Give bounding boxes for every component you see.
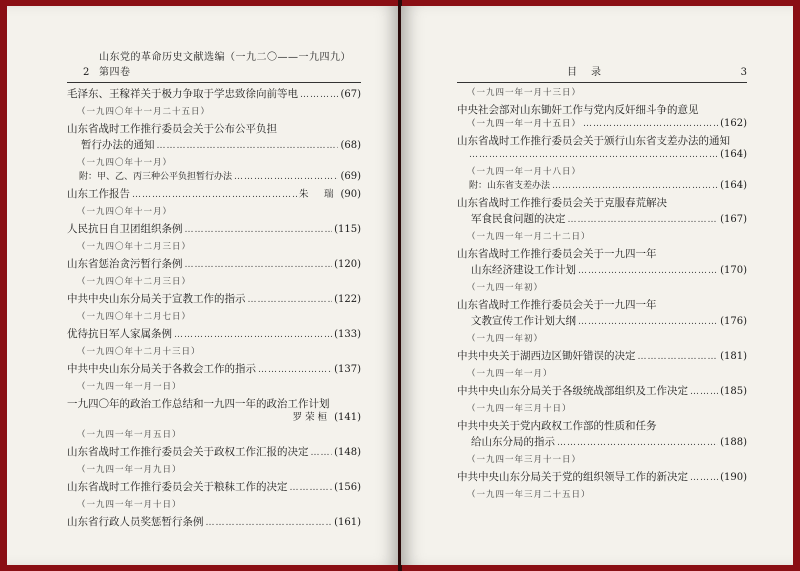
toc-entry-title [67, 87, 361, 102]
toc-entry-date: （一九四〇年十一月） [77, 207, 173, 217]
toc-entry-title [457, 349, 747, 364]
toc-entry-date: （一九四一年一月十八日） [467, 167, 582, 177]
leader-dots [185, 223, 333, 237]
toc-entry-text: 山东省战时工作推行委员会关于克服春荒解决 [457, 197, 667, 209]
toc-entry-text: 中共中央山东分局关于党的组织领导工作的新决定 [457, 471, 688, 483]
toc-entry-page: (161) [334, 517, 361, 528]
toc-entry-text: 给山东分局的指示 [471, 436, 555, 448]
toc-entry-text: 山东省惩治贪污暂行条例 [67, 258, 183, 270]
leader-dots [290, 481, 333, 495]
toc-entry-date: （一九四〇年十二月三日） [77, 277, 192, 287]
leader-dots [206, 516, 333, 530]
toc-entry-page: (164) [720, 180, 747, 191]
toc-entry-title [67, 362, 361, 377]
leader-dots [258, 363, 332, 377]
toc-entry-author-line [67, 411, 361, 425]
toc-entry-text: 山东省战时工作推行委员会关于公布公平负担 [67, 123, 277, 135]
toc-entry-text: 毛泽东、王稼祥关于极力争取于学忠致徐向前等电 [67, 88, 298, 100]
leader-dots [300, 88, 338, 102]
toc-entry-page: (133) [334, 329, 361, 340]
leader-dots [174, 328, 332, 342]
leader-dots [234, 170, 338, 184]
toc-entry-text: 山东省战时工作推行委员会关于粮秣工作的决定 [67, 481, 288, 493]
toc-entry-date: （一九四一年一月） [467, 369, 553, 379]
toc-entry-page: (115) [334, 224, 361, 235]
toc-entry-date: （一九四〇年十一月） [77, 158, 173, 168]
toc-entry-appendix [457, 179, 747, 193]
toc-entry-page: (162) [720, 118, 747, 129]
toc-entry-author: 朱 瑞 [298, 189, 337, 200]
leader-dots [578, 264, 718, 278]
toc-entry-title [457, 384, 747, 399]
left-page-header [67, 52, 361, 83]
toc-entry-date-line [457, 148, 747, 162]
toc-entry-date: （一九四一年三月十日） [467, 404, 572, 414]
leader-dots [469, 148, 718, 162]
toc-entry-title [67, 222, 361, 237]
toc-entry-title-continued [67, 138, 361, 153]
toc-entry-page: (90) [340, 189, 361, 200]
toc-entry-title [457, 247, 747, 261]
toc-entry-page: (190) [720, 472, 747, 483]
toc-entry-title [457, 419, 747, 433]
toc-entry-page: (164) [720, 149, 747, 160]
toc-entry-page: (69) [340, 171, 361, 182]
toc-entry-title [67, 445, 361, 460]
leader-dots [690, 471, 718, 485]
right-toc-entries [457, 87, 747, 502]
toc-entry-text: 山东省战时工作推行委员会关于颁行山东省支差办法的通知 [457, 135, 730, 147]
toc-entry-title [67, 480, 361, 495]
toc-entry-page: (156) [334, 482, 361, 493]
toc-entry-text: 山东省战时工作推行委员会关于一九四一年 [457, 299, 657, 311]
toc-entry-date: （一九四一年一月十日） [77, 500, 182, 510]
toc-entry-page: (185) [720, 386, 747, 397]
leader-dots [185, 258, 333, 272]
toc-entry-title [457, 298, 747, 312]
toc-entry-text: 人民抗日自卫团组织条例 [67, 223, 183, 235]
left-page [7, 6, 399, 565]
toc-entry-text: 中共中央山东分局关于各救会工作的指示 [67, 363, 256, 375]
toc-entry-title-continued [457, 263, 747, 278]
toc-entry-text: 山东工作报告 [67, 188, 130, 200]
leader-dots [578, 315, 718, 329]
right-page-header [457, 52, 747, 83]
toc-entry-title [67, 187, 361, 202]
toc-entry-page: (188) [720, 437, 747, 448]
toc-entry-text: 中共中央山东分局关于宣教工作的指示 [67, 293, 246, 305]
toc-entry-date: （一九四〇年十一月二十五日） [77, 107, 211, 117]
toc-entry-text: 中共中央关于湖西边区锄奸错误的决定 [457, 350, 636, 362]
leader-dots [568, 213, 719, 227]
toc-entry-text: 附：山东省支差办法 [469, 181, 551, 191]
toc-entry-text: 暂行办法的通知 [81, 139, 155, 151]
toc-entry-title [67, 515, 361, 530]
toc-entry-page: (137) [334, 364, 361, 375]
toc-entry-title [67, 292, 361, 307]
left-page-number: 2 [83, 67, 90, 78]
right-page-header-title: 目录 [567, 67, 615, 78]
toc-entry-title [457, 196, 747, 210]
toc-entry-page: (176) [720, 316, 747, 327]
toc-entry-date: （一九四一年三月十一日） [467, 455, 582, 465]
toc-entry-page: (148) [334, 447, 361, 458]
right-page-number: 3 [740, 67, 747, 78]
toc-entry-page: (67) [340, 89, 361, 100]
toc-entry-title [67, 257, 361, 272]
toc-entry-page: (170) [720, 265, 747, 276]
right-page [401, 6, 793, 565]
leader-dots [690, 385, 718, 399]
leader-dots [248, 293, 333, 307]
toc-entry-text: 一九四〇年的政治工作总结和一九四一年的政治工作计划 [67, 398, 330, 410]
left-page-header-title: 山东党的革命历史文献选编（一九二〇——一九四九）第四卷 [99, 52, 351, 78]
toc-entry-date: （一九四一年一月九日） [77, 465, 182, 475]
toc-entry-date-line [457, 117, 747, 131]
toc-entry-title [457, 103, 747, 117]
toc-entry-title-continued [457, 435, 747, 450]
toc-entry-text: 山东省战时工作推行委员会关于一九四一年 [457, 248, 657, 260]
toc-entry-page: (141) [334, 412, 361, 423]
leader-dots [583, 117, 718, 131]
toc-entry-date: （一九四一年初） [467, 334, 544, 344]
leader-dots [638, 350, 719, 364]
toc-entry-text: 中共中央山东分局关于各级统战部组织及工作决定 [457, 385, 688, 397]
leader-dots [552, 179, 718, 193]
leader-dots [557, 436, 718, 450]
toc-entry-text: 山东省战时工作推行委员会关于政权工作汇报的决定 [67, 446, 309, 458]
toc-entry-title [67, 327, 361, 342]
toc-entry-page: (181) [720, 351, 747, 362]
toc-entry-title [67, 397, 361, 411]
toc-entry-text: 优待抗日军人家属条例 [67, 328, 172, 340]
toc-entry-title [457, 470, 747, 485]
toc-entry-date: （一九四〇年十二月三日） [77, 242, 192, 252]
toc-entry-date: （一九四一年一月十五日） [467, 119, 582, 129]
toc-entry-page: (122) [334, 294, 361, 305]
leader-dots [157, 139, 339, 153]
toc-entry-page: (120) [334, 259, 361, 270]
toc-entry-page: (68) [340, 140, 361, 151]
toc-entry-text: 军食民食问题的决定 [471, 213, 566, 225]
toc-entry-text: 附：甲、乙、丙三种公平负担暂行办法 [79, 172, 233, 182]
toc-entry-title [67, 122, 361, 136]
toc-entry-title-continued [457, 212, 747, 227]
toc-entry-date: （一九四一年一月一日） [77, 382, 182, 392]
toc-entry-text: 中共中央关于党内政权工作部的性质和任务 [457, 420, 657, 432]
toc-entry-date: （一九四一年三月二十五日） [467, 490, 591, 500]
toc-entry-text: 山东省行政人员奖惩暂行条例 [67, 516, 204, 528]
toc-entry-text: 中央社会部对山东锄奸工作与党内反奸细斗争的意见 [457, 104, 699, 116]
toc-entry-date: （一九四一年初） [467, 283, 544, 293]
left-toc-entries [67, 87, 361, 530]
toc-entry-appendix [67, 170, 361, 184]
toc-entry-title-continued [457, 314, 747, 329]
toc-entry-date: （一九四一年一月二十二日） [467, 232, 591, 242]
toc-entry-title [457, 134, 747, 148]
toc-entry-date: （一九四〇年十二月七日） [77, 312, 192, 322]
toc-entry-date: （一九四一年一月五日） [77, 430, 182, 440]
leader-dots [311, 446, 333, 460]
toc-entry-text: 山东经济建设工作计划 [471, 264, 576, 276]
toc-entry-date: （一九四〇年十二月十三日） [77, 347, 201, 357]
toc-entry-author: 罗荣桓 [292, 412, 331, 423]
toc-entry-page: (167) [720, 214, 747, 225]
toc-entry-date: （一九四一年一月十三日） [467, 88, 582, 98]
toc-entry-text: 文教宣传工作计划大纲 [471, 315, 576, 327]
leader-dots [132, 188, 297, 202]
